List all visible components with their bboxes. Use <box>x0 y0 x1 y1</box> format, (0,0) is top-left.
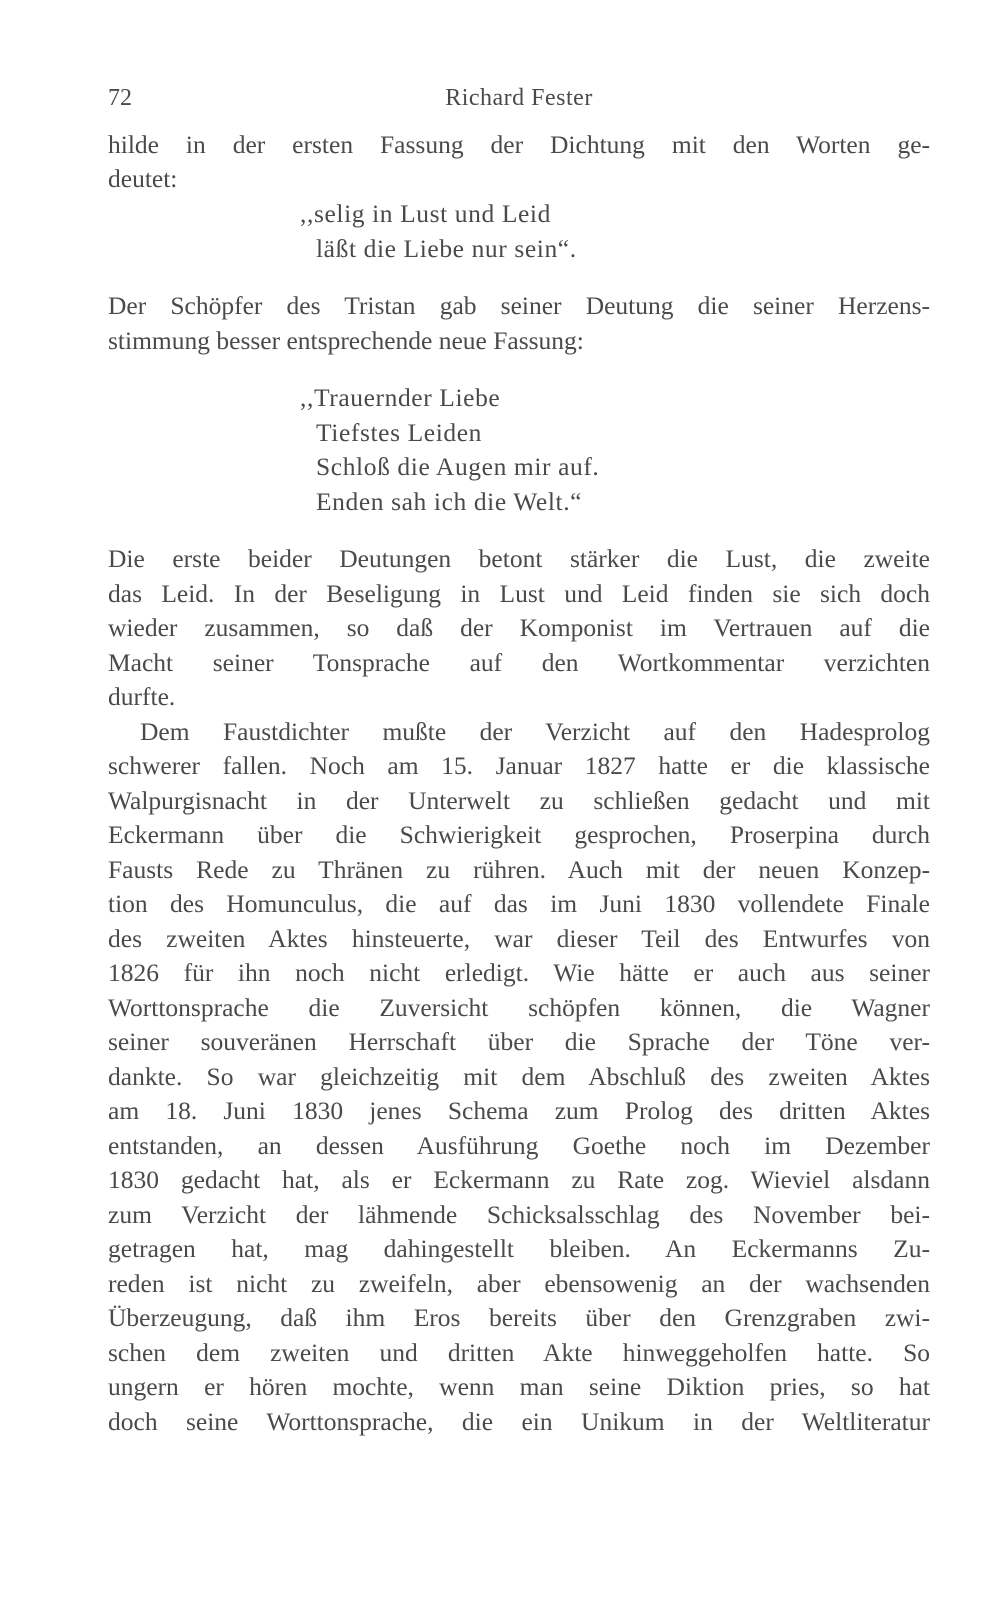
text-line: hilde in der ersten Fassung der Dichtung mit den Worten ge- <box>108 130 930 159</box>
text-line: wieder zusammen, so daß der Komponist im Vertrauen auf die <box>108 613 930 642</box>
text-line: am 18. Juni 1830 jenes Schema zum Prolog des dritten Aktes <box>108 1096 930 1125</box>
text-line: Fausts Rede zu Thränen zu rühren. Auch mit der neuen Konzep- <box>108 855 930 884</box>
text-line: durfte. <box>108 682 176 711</box>
verse-line: Tiefstes Leiden <box>316 418 482 447</box>
text-line: Worttonsprache die Zuversicht schöpfen können, die Wagner <box>108 993 930 1022</box>
text-line: Die erste beider Deutungen betont stärker die Lust, die zweite <box>108 544 930 573</box>
text-line: Eckermann über die Schwierigkeit gesprochen, Proserpina durch <box>108 820 930 849</box>
verse-line: ,,Trauernder Liebe <box>300 383 501 412</box>
text-line: Dem Faustdichter mußte der Verzicht auf den Hadesprolog <box>140 717 930 746</box>
text-line: Der Schöpfer des Tristan gab seiner Deutung die seiner Herzens- <box>108 291 930 320</box>
verse-line: Schloß die Augen mir auf. <box>316 452 600 481</box>
page-number: 72 <box>108 85 132 111</box>
running-head: Richard Fester <box>445 85 593 111</box>
text-line: des zweiten Aktes hinsteuerte, war dieser Teil des Entwurfes von <box>108 924 930 953</box>
text-line: Walpurgisnacht in der Unterwelt zu schließen gedacht und mit <box>108 786 930 815</box>
verse-line: ,,selig in Lust und Leid <box>300 199 551 228</box>
text-line: entstanden, an dessen Ausführung Goethe noch im Dezember <box>108 1131 930 1160</box>
verse-line: Enden sah ich die Welt.“ <box>316 487 583 516</box>
page-header <box>108 78 930 118</box>
text-line: tion des Homunculus, die auf das im Juni 1830 vollendete Finale <box>108 889 930 918</box>
text-line: seiner souveränen Herrschaft über die Sprache der Töne ver- <box>108 1027 930 1056</box>
text-line: das Leid. In der Beseligung in Lust und Leid finden sie sich doch <box>108 579 930 608</box>
text-line: schwerer fallen. Noch am 15. Januar 1827 hatte er die klassische <box>108 751 930 780</box>
text-line: Überzeugung, daß ihm Eros bereits über den Grenzgraben zwi- <box>108 1303 930 1332</box>
text-line: 1826 für ihn noch nicht erledigt. Wie hätte er auch aus seiner <box>108 958 930 987</box>
text-line: doch seine Worttonsprache, die ein Unikum in der Weltliteratur <box>108 1407 930 1436</box>
text-line: getragen hat, mag dahingestellt bleiben. An Eckermanns Zu- <box>108 1234 930 1263</box>
text-line: zum Verzicht der lähmende Schicksalsschlag des November bei- <box>108 1200 930 1229</box>
text-line: Macht seiner Tonsprache auf den Wortkommentar verzichten <box>108 648 930 677</box>
text-line: ungern er hören mochte, wenn man seine Diktion pries, so hat <box>108 1372 930 1401</box>
text-line: deutet: <box>108 164 178 193</box>
text-line: reden ist nicht zu zweifeln, aber ebensowenig an der wachsenden <box>108 1269 930 1298</box>
verse-line: läßt die Liebe nur sein“. <box>316 234 577 263</box>
text-line: schen dem zweiten und dritten Akte hinweggeholfen hatte. So <box>108 1338 930 1367</box>
text-line: 1830 gedacht hat, als er Eckermann zu Rate zog. Wieviel alsdann <box>108 1165 930 1194</box>
text-line: stimmung besser entsprechende neue Fassung: <box>108 326 584 355</box>
text-line: dankte. So war gleichzeitig mit dem Abschluß des zweiten Aktes <box>108 1062 930 1091</box>
